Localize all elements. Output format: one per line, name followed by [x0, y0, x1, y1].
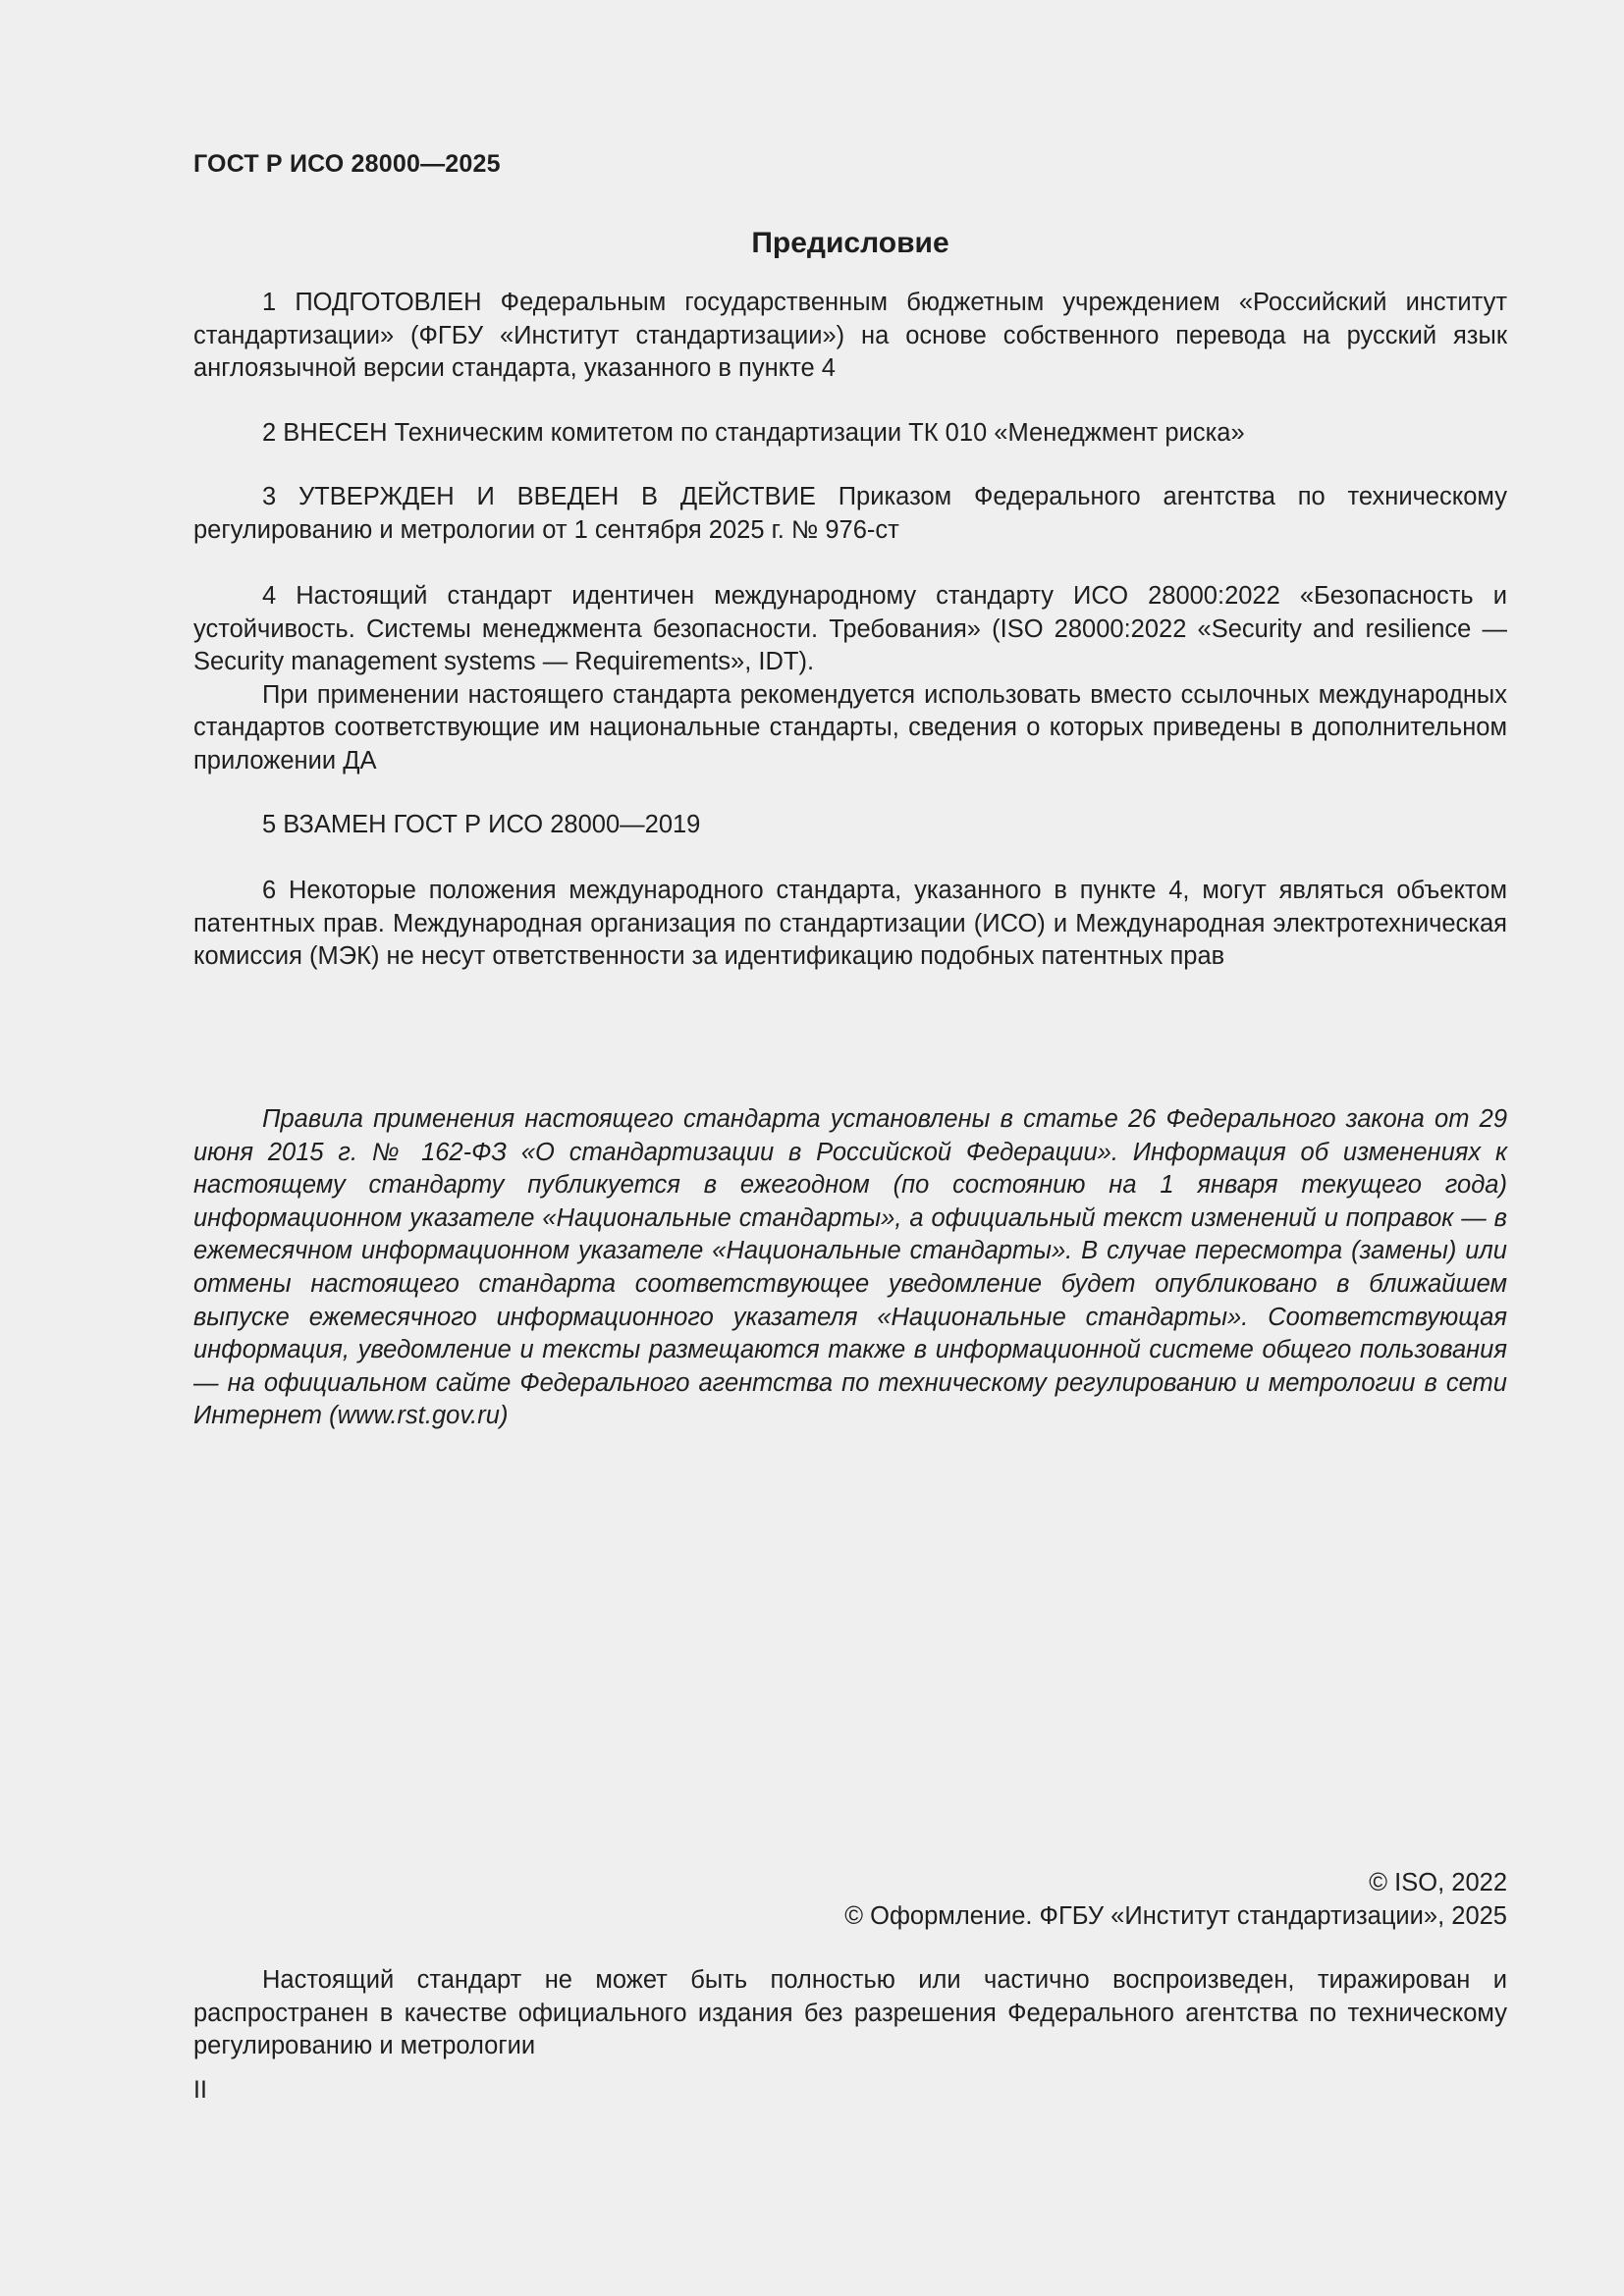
- document-page: [193, 0, 1507, 2296]
- section-4: [193, 580, 1507, 777]
- section-6-text: 6 Некоторые положения международного стандарта, указанного в пункте 4, могут являться объектом патентных прав. Международная организация по стандартизации (ИСО) и Международная электротехническая комиссия (МЭК) не несут ответственности за идентификацию подобных патентных прав: [193, 877, 1507, 970]
- legal-notice: [193, 1103, 1507, 1433]
- section-2-text: 2 ВНЕСЕН Техническим комитетом по стандартизации ТК 010 «Менеджмент риска»: [262, 419, 1245, 447]
- copyright-block: [193, 1867, 1507, 1933]
- section-1: [193, 287, 1507, 386]
- section-5-text: 5 ВЗАМЕН ГОСТ Р ИСО 28000—2019: [262, 811, 701, 838]
- section-3: [193, 481, 1507, 547]
- section-6: [193, 875, 1507, 974]
- section-5: [193, 809, 1507, 842]
- page-title: Предисловие: [751, 227, 949, 259]
- section-2: [193, 417, 1507, 451]
- section-1-text: 1 ПОДГОТОВЛЕН Федеральным государственным бюджетным учреждением «Российский институт стандартизации» (ФГБУ «Институт стандартизации») на основе собственного перевода на русский язык англоязычной версии стандарта, указанного в пункте 4: [193, 289, 1507, 382]
- copyright-iso: © ISO, 2022: [1369, 1869, 1507, 1896]
- section-3-text: 3 УТВЕРЖДЕН И ВВЕДЕН В ДЕЙСТВИЕ Приказом Федерального агентства по техническому регулированию и метрологии от 1 сентября 2025 г. № 976-ст: [193, 483, 1507, 544]
- legal-notice-text: Правила применения настоящего стандарта установлены в статье 26 Федерального закона от 29 июня 2015 г. № 162-ФЗ «О стандартизации в Российской Федерации». Информация об изменениях к настоящему стандарту публикуется в ежегодном (по состоянию на 1 января текущего года) информационном указателе «Национальные стандарты», а официальный текст изменений и поправок — в ежемесячном информационном указателе «Национальные стандарты». В случае пересмотра (замены) или отмены настоящего стандарта соответствующее уведомление будет опубликовано в ближайшем выпуске ежемесячного информационного указателя «Национальные стандарты». Соответствующая информация, уведомление и тексты размещаются также в информационной системе общего пользования — на официальном сайте Федерального агентства по техническому регулированию и метрологии в сети Интернет (www.rst.gov.ru): [193, 1105, 1507, 1430]
- document-code: ГОСТ Р ИСО 28000—2025: [193, 150, 501, 178]
- section-4-note: При применении настоящего стандарта рекомендуется использовать вместо ссылочных международных стандартов соответствующие им национальные стандарты, сведения о которых приведены в дополнительном приложении ДА: [193, 680, 1507, 774]
- section-4-text: 4 Настоящий стандарт идентичен международному стандарту ИСО 28000:2022 «Безопасность и устойчивость. Системы менеджмента безопасности. Требования» (ISO 28000:2022 «Security and resilience — Security management systems — Requirements», IDT).: [193, 582, 1507, 675]
- reproduction-rights: [193, 1964, 1507, 2063]
- copyright-design: © Оформление. ФГБУ «Институт стандартизации», 2025: [844, 1901, 1507, 1930]
- reproduction-rights-text: Настоящий стандарт не может быть полностью или частично воспроизведен, тиражирован и распространен в качестве официального издания без разрешения Федерального агентства по техническому регулированию и метрологии: [193, 1966, 1507, 2059]
- page-number: II: [193, 2076, 207, 2104]
